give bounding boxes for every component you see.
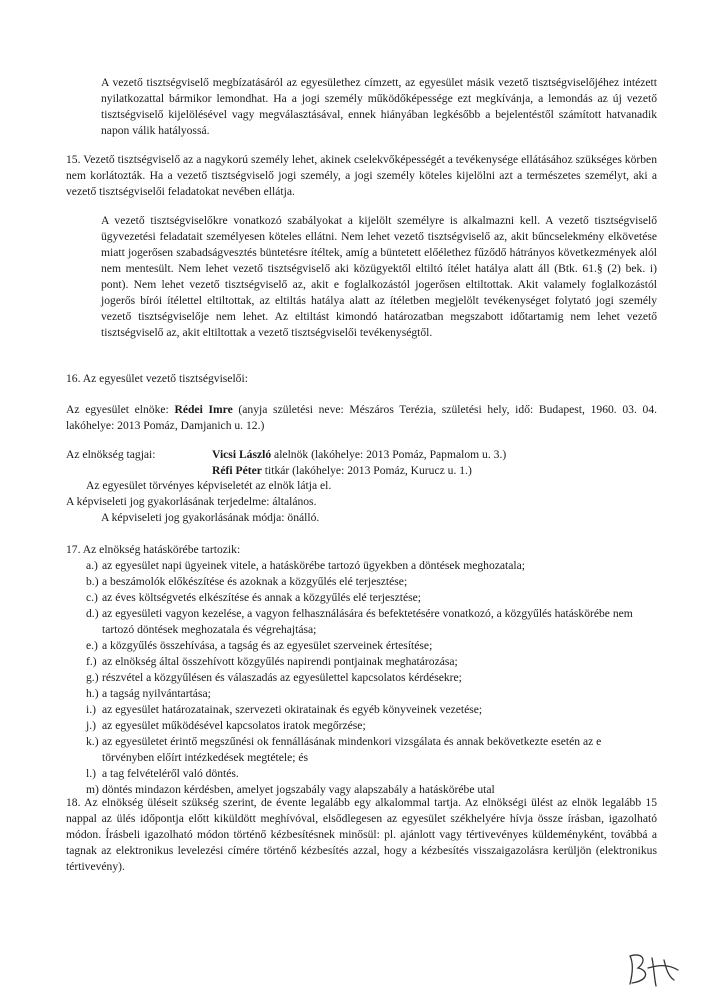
list-item-text: az éves költségvetés elkészítése és annak a közgyűlés elé terjesztése; <box>102 591 422 604</box>
list-item <box>86 718 656 734</box>
representation-scope-line: A képviseleti jog gyakorlásának terjedelme: általános. <box>66 495 317 508</box>
list-item-label: k.) <box>86 735 99 748</box>
list-item-text: a tagság nyilvántartása; <box>102 687 211 700</box>
list-item-label: l.) <box>86 767 96 780</box>
section-17-heading: 17. Az elnökség hatáskörébe tartozik: <box>66 543 241 556</box>
list-item-text: a beszámolók előkészítése és azoknak a közgyűlés elé terjesztése; <box>102 575 408 588</box>
list-item-label: h.) <box>86 687 99 700</box>
representation-line: Az egyesület törvényes képviseletét az elnök látja el. <box>86 479 332 492</box>
list-item-text: a közgyűlés összehívása, a tagság és az egyesület szerveinek értesítése; <box>102 639 433 652</box>
list-item <box>86 654 656 670</box>
list-item-text: a tag felvételéről való döntés. <box>102 767 239 780</box>
president-details: (anyja születési neve: Mészáros Terézia, születési hely, idő: Budapest, 1960. 03. 04. lakóhelye: 2013 Pomáz, Damjanich u. 12.) <box>66 403 658 432</box>
board-duties-list <box>86 558 656 798</box>
list-item <box>86 702 656 718</box>
list-item-label: g.) <box>86 671 99 684</box>
list-item-label: c.) <box>86 591 98 604</box>
list-item <box>86 670 656 686</box>
list-item-label: j.) <box>86 719 96 732</box>
board-member-2-name: Réfi Péter <box>212 464 262 477</box>
president-paragraph <box>66 402 657 434</box>
president-prefix: Az egyesület elnöke: <box>66 403 175 416</box>
list-item <box>86 766 656 782</box>
list-item-label: a.) <box>86 559 98 572</box>
list-item-label: i.) <box>86 703 96 716</box>
board-member-1-details: alelnök (lakóhelye: 2013 Pomáz, Papmalom u. 3.) <box>271 448 507 461</box>
list-item-label: e.) <box>86 639 98 652</box>
list-item-text: az egyesületi vagyon kezelése, a vagyon felhasználására és befektetésére vonatkozó, a közgyűlés hatáskörébe nem tartozó döntések meghozatala és végrehajtása; <box>102 607 633 636</box>
list-item-text: döntés mindazon kérdésben, amelyet jogszabály vagy alapszabály a hatáskörébe utal <box>102 783 495 796</box>
list-item-text: az egyesület napi ügyeinek vitele, a hatáskörébe tartozó ügyekben a döntések meghozatala; <box>102 559 525 572</box>
list-item-label: m) <box>86 783 99 796</box>
board-member-1-name: Vicsi László <box>212 448 272 461</box>
list-item <box>86 686 656 702</box>
representation-mode-line: A képviseleti jog gyakorlásának módja: önálló. <box>101 511 320 524</box>
board-member-2-details: titkár (lakóhelye: 2013 Pomáz, Kurucz u. 1.) <box>261 464 472 477</box>
section-16-heading: 16. Az egyesület vezető tisztségviselői: <box>66 372 248 385</box>
list-item-text: az elnökség által összehívott közgyűlés napirendi pontjainak meghatározása; <box>102 655 458 668</box>
list-item <box>86 590 656 606</box>
list-item <box>86 734 656 766</box>
list-item <box>86 606 656 638</box>
signature-initials <box>624 950 684 988</box>
section-15-rules-paragraph: A vezető tisztségviselőkre vonatkozó szabályokat a kijelölt személyre is alkalmazni kell. A vezető tisztségviselő ügyvezetési feladatait személyesen köteles ellátni. Nem lehet vezető tisztségviselő az, akit bűncselekmény elkövetése miatt jogerősen szabadságvesztés büntetésre ítéltek, amíg a büntetett előélethez fűződő hátrányos következmények alól nem mentesült. Nem lehet vezető tisztségviselő aki közügyektől eltiltó ítélet hatálya alatt áll (Btk. 61.§ (2) bek. i) pont). Nem lehet vezető tisztségviselő az, akit e foglalkozástól jogerősen eltiltottak. Akit valamely foglalkozástól jogerős bírói ítélettel eltiltottak, az eltiltás hatálya alatt az ítéletben megjelölt tevékenységet folytató jogi személy vezető tisztségviselője nem lehet. Az eltiltást kimondó határozatban megszabott időtartamig nem lehet vezető tisztségviselő az, akit eltiltottak a vezető tisztségviselői tevékenységtől. <box>101 214 657 339</box>
list-item <box>86 638 656 654</box>
board-member-2 <box>212 463 652 479</box>
list-item-label: f.) <box>86 655 97 668</box>
list-item-text: részvétel a közgyűlésen és válaszadás az egyesülettel kapcsolatos kérdésekre; <box>102 671 462 684</box>
resignation-paragraph: A vezető tisztségviselő megbízatásáról az egyesülethez címzett, az egyesület másik vezető tisztségviselőjéhez intézett nyilatkozattal bármikor lemondhat. Ha a jogi személy működőképessége ezt megkívánja, a lemondás az új vezető tisztségviselő kijelölésével vagy megválasztásával, ennek hiányában legkésőbb a bejelentéstől számított hatvanadik napon válik hatályossá. <box>101 76 657 137</box>
list-item <box>86 558 656 574</box>
president-name: Rédei Imre <box>174 403 233 416</box>
section-18-paragraph: 18. Az elnökség üléseit szükség szerint, de évente legalább egy alkalommal tartja. Az elnökségi ülést az elnök legalább 15 nappal az ülés időpontja előtt kiküldött meghívóval, elsődlegesen az egyesület székhelyére hívja össze írásban, igazolható módon. Írásbeli igazolható módon történő kézbesítésnek minősül: pl. ajánlott vagy tértivevényes küldeményként, továbbá a tagnak az elektronikus levelezési címére történő kézbesítés azzal, hogy a kézbesítés visszaigazolásra kerüljön (elektronikus tértivevény). <box>66 796 657 873</box>
board-members-label: Az elnökség tagjai: <box>66 448 156 461</box>
list-item-text: az egyesület határozatainak, szervezeti okiratainak és egyéb könyveinek vezetése; <box>102 703 483 716</box>
list-item-label: d.) <box>86 607 99 620</box>
list-item <box>86 574 656 590</box>
section-15-paragraph: 15. Vezető tisztségviselő az a nagykorú személy lehet, akinek cselekvőképességét a tevékenysége ellátásához szükséges körben nem korlátozták. Ha a vezető tisztségviselő jogi személy, a jogi személy köteles kijelölni azt a természetes személyt, aki a vezető tisztségviselői feladatokat nevében ellátja. <box>66 153 657 198</box>
list-item-label: b.) <box>86 575 99 588</box>
list-item-text: az egyesület működésével kapcsolatos iratok megőrzése; <box>102 719 366 732</box>
list-item-text: az egyesületet érintő megszűnési ok fennállásának mindenkori vizsgálata és annak bekövetkezte esetén az e törvényben előírt intézkedések megtétele; és <box>102 735 602 764</box>
board-member-1 <box>212 447 652 463</box>
